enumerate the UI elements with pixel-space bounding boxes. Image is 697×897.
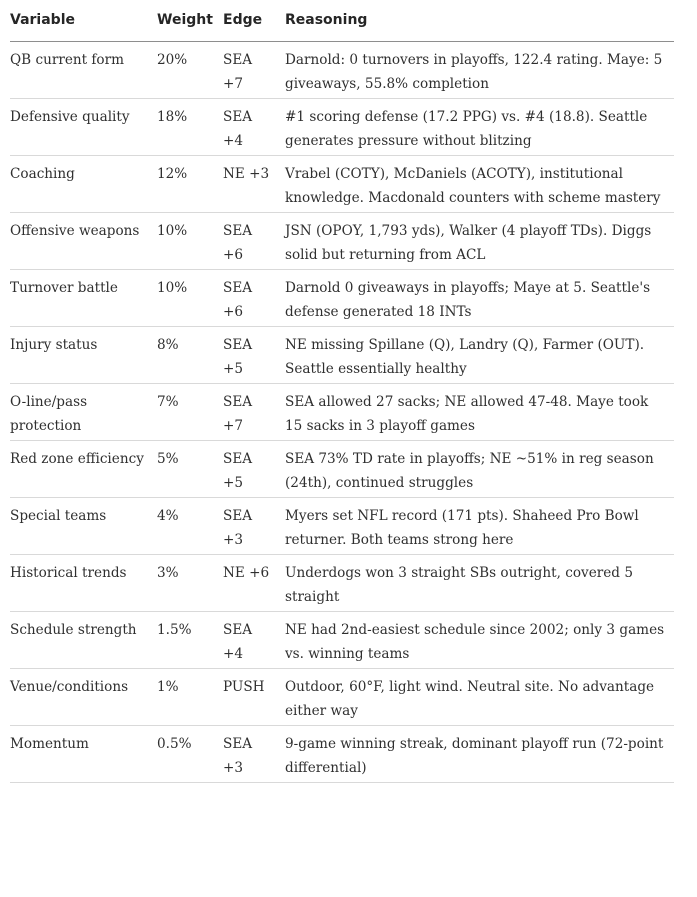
variable-cell: Special teams: [10, 498, 157, 555]
table-row: [10, 612, 674, 669]
edge-cell: [223, 156, 285, 213]
edge-margin: +7: [223, 75, 244, 92]
edge-team: SEA: [223, 337, 253, 353]
header-reasoning-label: Reasoning: [285, 11, 368, 28]
table-row: [10, 156, 674, 213]
table-row: [10, 99, 674, 156]
edge-margin: +4: [223, 132, 244, 149]
variable-cell: QB current form: [10, 42, 157, 99]
edge-team: PUSH: [223, 679, 265, 695]
edge-team: SEA: [223, 736, 253, 752]
edge-cell: [223, 42, 285, 99]
edge-cell: [223, 270, 285, 327]
header-variable-label: Variable: [10, 11, 75, 28]
variable-cell: O-line/pass protection: [10, 384, 157, 441]
table-row: [10, 384, 674, 441]
table-row: [10, 441, 674, 498]
weight-cell: 8%: [157, 327, 223, 384]
reasoning-cell: SEA allowed 27 sacks; NE allowed 47-48. Maye took 15 sacks in 3 playoff games: [285, 384, 674, 441]
reasoning-cell: SEA 73% TD rate in playoffs; NE ~51% in reg season (24th), continued struggles: [285, 441, 674, 498]
reasoning-cell: Outdoor, 60°F, light wind. Neutral site. No advantage either way: [285, 669, 674, 726]
weight-cell: 1.5%: [157, 612, 223, 669]
variable-cell: Momentum: [10, 726, 157, 783]
reasoning-cell: Darnold 0 giveaways in playoffs; Maye at 5. Seattle's defense generated 18 INTs: [285, 270, 674, 327]
edge-team: SEA: [223, 622, 253, 638]
edge-team: SEA: [223, 109, 253, 125]
variable-cell: Injury status: [10, 327, 157, 384]
table-row: [10, 42, 674, 99]
weight-cell: 7%: [157, 384, 223, 441]
weight-cell: 3%: [157, 555, 223, 612]
edge-team: SEA: [223, 223, 253, 239]
variable-cell: Coaching: [10, 156, 157, 213]
edge-team: SEA: [223, 52, 253, 68]
edge-cell: [223, 726, 285, 783]
header-weight: [157, 0, 223, 42]
variable-cell: Historical trends: [10, 555, 157, 612]
variable-cell: Offensive weapons: [10, 213, 157, 270]
reasoning-cell: Vrabel (COTY), McDaniels (ACOTY), institutional knowledge. Macdonald counters with scheme mastery: [285, 156, 674, 213]
variable-cell: Schedule strength: [10, 612, 157, 669]
reasoning-cell: NE had 2nd-easiest schedule since 2002; only 3 games vs. winning teams: [285, 612, 674, 669]
edge-margin: +3: [223, 531, 244, 548]
edge-team: NE +3: [223, 166, 270, 182]
weight-cell: 10%: [157, 270, 223, 327]
edge-team: SEA: [223, 280, 253, 296]
table-row: [10, 726, 674, 783]
weight-cell: 0.5%: [157, 726, 223, 783]
variable-cell: Venue/conditions: [10, 669, 157, 726]
weight-cell: 10%: [157, 213, 223, 270]
edge-team: SEA: [223, 394, 253, 410]
edge-margin: +7: [223, 417, 244, 434]
table-row: [10, 270, 674, 327]
variable-cell: Turnover battle: [10, 270, 157, 327]
edge-team: SEA: [223, 508, 253, 524]
edge-margin: +5: [223, 474, 244, 491]
table-body: [10, 42, 674, 783]
table-row: [10, 498, 674, 555]
header-reasoning: [285, 0, 674, 42]
table-row: [10, 555, 674, 612]
edge-margin: +6: [223, 246, 244, 263]
table-row: [10, 327, 674, 384]
weight-cell: 1%: [157, 669, 223, 726]
header-edge: [223, 0, 285, 42]
reasoning-cell: 9-game winning streak, dominant playoff run (72-point differential): [285, 726, 674, 783]
weight-cell: 5%: [157, 441, 223, 498]
variable-cell: Red zone efficiency: [10, 441, 157, 498]
weight-cell: 4%: [157, 498, 223, 555]
edge-cell: [223, 555, 285, 612]
reasoning-cell: #1 scoring defense (17.2 PPG) vs. #4 (18.8). Seattle generates pressure without blitzing: [285, 99, 674, 156]
edge-cell: [223, 327, 285, 384]
edge-cell: [223, 612, 285, 669]
weighted-variables-table: [10, 0, 674, 783]
edge-margin: +5: [223, 360, 244, 377]
header-variable: [10, 0, 157, 42]
table-header-row: [10, 0, 674, 42]
reasoning-cell: Darnold: 0 turnovers in playoffs, 122.4 rating. Maye: 5 giveaways, 55.8% completion: [285, 42, 674, 99]
edge-team: NE +6: [223, 565, 270, 581]
edge-cell: [223, 213, 285, 270]
edge-cell: [223, 498, 285, 555]
header-edge-label: Edge: [223, 11, 263, 28]
reasoning-cell: Myers set NFL record (171 pts). Shaheed Pro Bowl returner. Both teams strong here: [285, 498, 674, 555]
table-row: [10, 213, 674, 270]
edge-margin: +3: [223, 759, 244, 776]
edge-cell: [223, 669, 285, 726]
edge-cell: [223, 441, 285, 498]
edge-team: SEA: [223, 451, 253, 467]
table-row: [10, 669, 674, 726]
edge-cell: [223, 384, 285, 441]
weight-cell: 12%: [157, 156, 223, 213]
weight-cell: 18%: [157, 99, 223, 156]
weight-cell: 20%: [157, 42, 223, 99]
variable-cell: Defensive quality: [10, 99, 157, 156]
edge-margin: +4: [223, 645, 244, 662]
reasoning-cell: JSN (OPOY, 1,793 yds), Walker (4 playoff TDs). Diggs solid but returning from ACL: [285, 213, 674, 270]
edge-margin: +6: [223, 303, 244, 320]
reasoning-cell: NE missing Spillane (Q), Landry (Q), Farmer (OUT). Seattle essentially healthy: [285, 327, 674, 384]
edge-cell: [223, 99, 285, 156]
header-weight-label: Weight: [157, 11, 213, 28]
reasoning-cell: Underdogs won 3 straight SBs outright, covered 5 straight: [285, 555, 674, 612]
